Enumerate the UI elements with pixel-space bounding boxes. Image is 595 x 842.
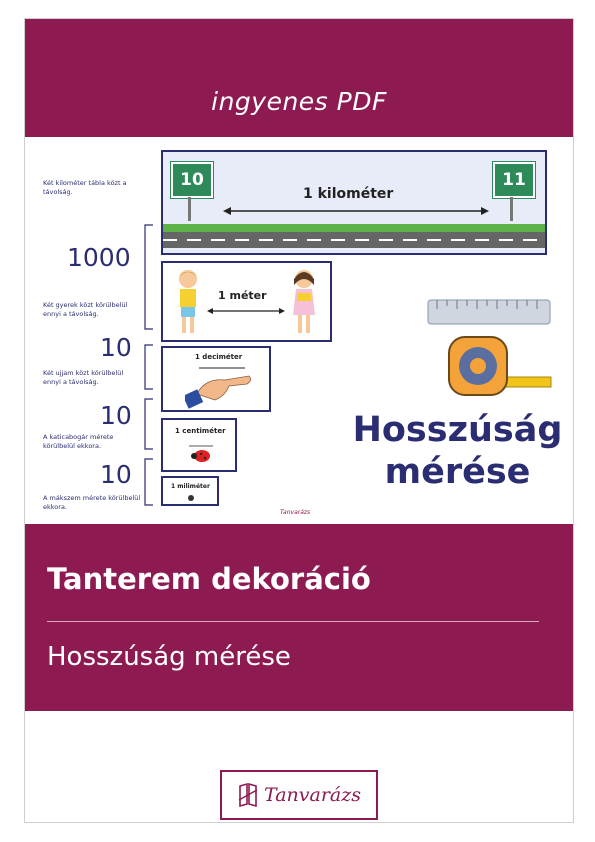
bottom-banner [25, 524, 573, 711]
sign-right: 11 [493, 162, 535, 198]
road [163, 232, 545, 248]
book-icon [237, 782, 259, 808]
label-millimeter: 1 miliméter [171, 483, 210, 490]
poster-title-line1: Hosszúság [352, 410, 563, 450]
box-millimeter [161, 476, 219, 506]
poster-preview [25, 137, 573, 524]
box-kilometer [161, 150, 547, 255]
number-10-a: 10 [100, 333, 132, 362]
note-mm: A mákszem mérete körülbelül ekkora. [43, 494, 141, 511]
number-10-b: 10 [100, 401, 132, 430]
poster-title [350, 409, 565, 493]
brand-logo[interactable] [220, 770, 378, 820]
poppy-seed-icon [185, 493, 197, 503]
number-10-c: 10 [100, 460, 132, 489]
product-subtitle: Hosszúság mérése [47, 642, 291, 672]
note-cm: A katicabogár mérete körülbelül ekkora. [43, 433, 114, 450]
girl-icon-2 [289, 267, 319, 339]
logo-text: Tanvarázs [264, 784, 361, 806]
ladybug-icon [177, 440, 225, 466]
divider [47, 621, 539, 622]
girl-icon [173, 267, 203, 339]
box-meter [161, 261, 332, 342]
arrow-km [223, 206, 489, 216]
note-m: Két gyerek közt körülbelül ennyi a távolság. [43, 301, 128, 318]
tagline: ingyenes PDF [211, 87, 387, 116]
label-kilometer: 1 kilométer [303, 186, 394, 202]
arrow-m [207, 307, 285, 315]
label-decimeter: 1 deciméter [195, 353, 243, 361]
number-1000: 1000 [67, 243, 131, 272]
sign-left: 10 [171, 162, 213, 198]
hand-icon [185, 364, 255, 410]
label-meter: 1 méter [218, 289, 267, 302]
top-banner [25, 19, 573, 137]
poster-title-line2: mérése [384, 452, 531, 492]
box-decimeter [161, 346, 271, 412]
product-title: Tanterem dekoráció [47, 562, 371, 596]
ruler-icon [427, 299, 551, 325]
box-centimeter [161, 418, 237, 472]
note-km: Két kilométer tábla közt a távolság. [43, 179, 127, 196]
label-centimeter: 1 centiméter [175, 427, 226, 435]
note-dm: Két ujjam közt körülbelül ennyi a távolság. [43, 369, 124, 386]
tape-measure-icon [445, 333, 555, 401]
poster-credit: Tanvarázs [280, 509, 311, 516]
